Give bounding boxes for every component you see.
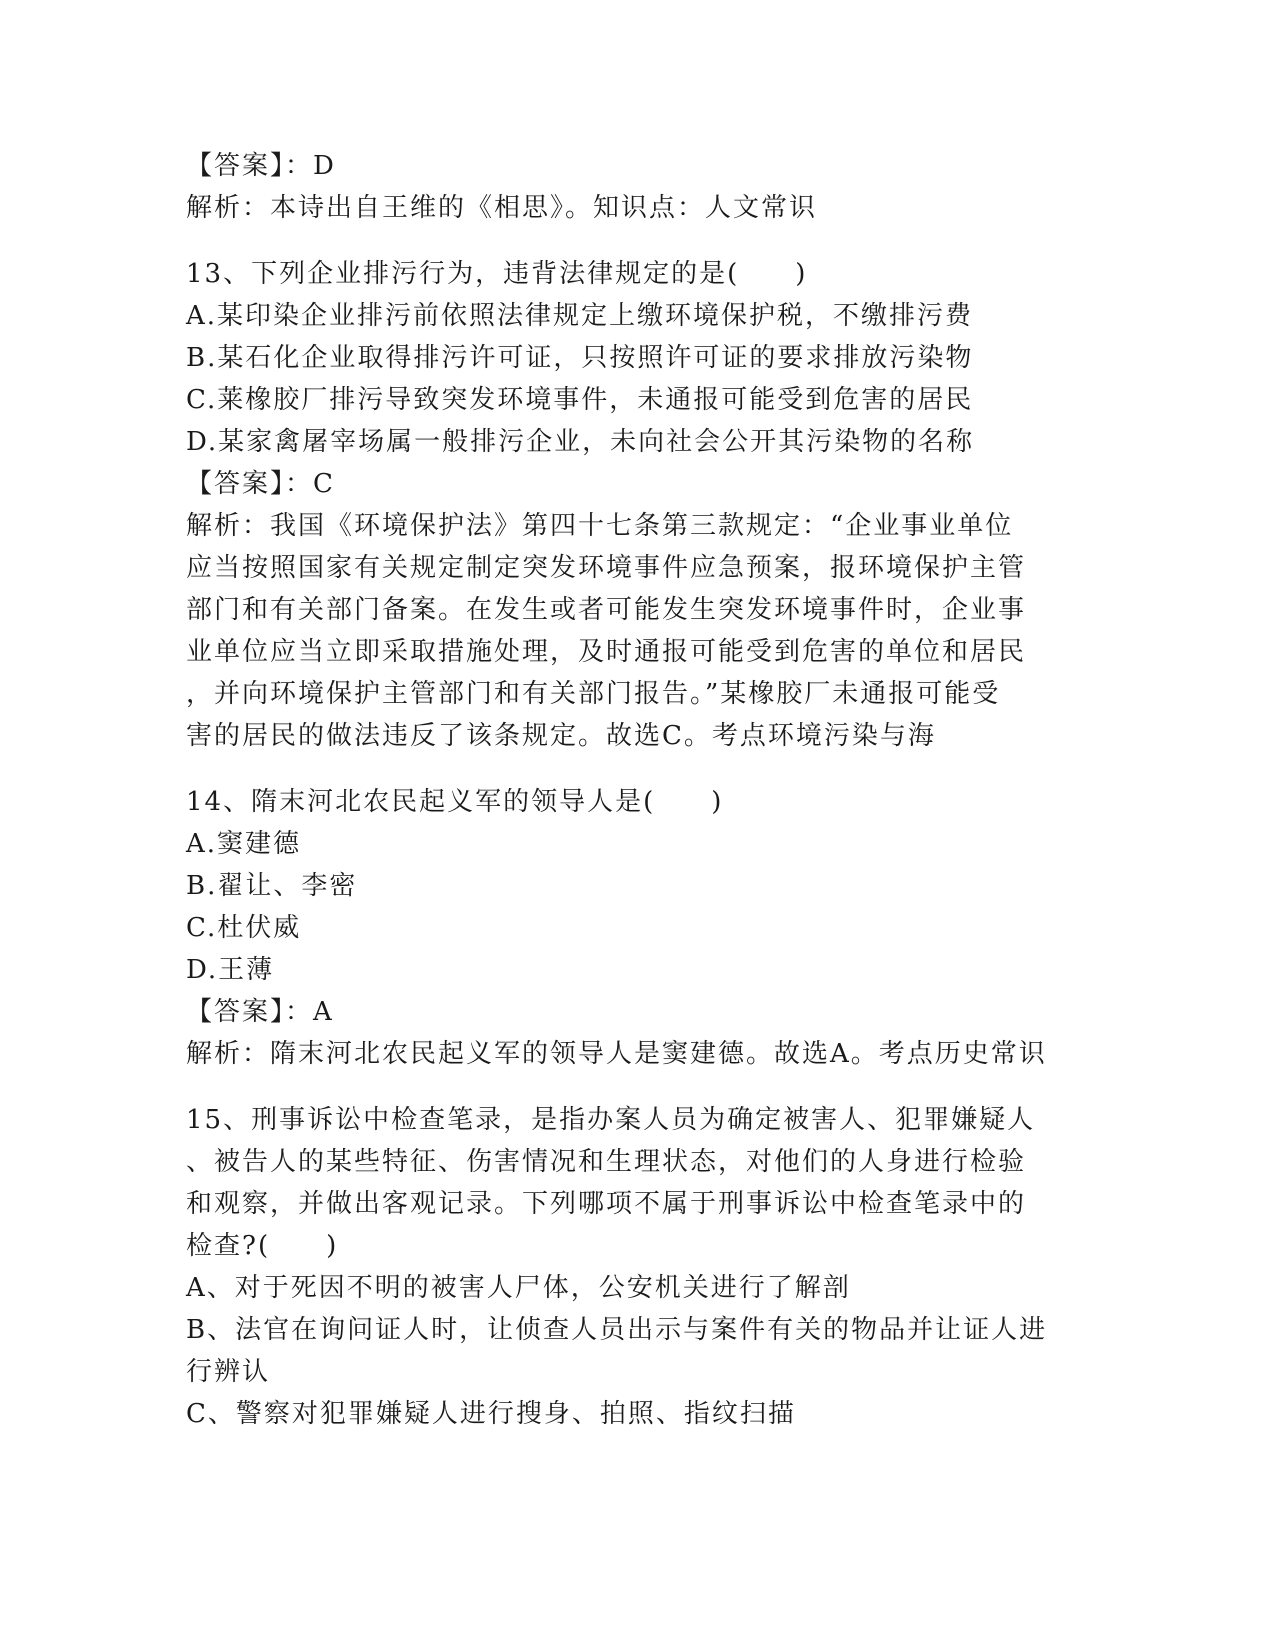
q14-analysis: 解析：隋末河北农民起义军的领导人是窦建德。故选A。考点历史常识 — [186, 1039, 1047, 1069]
q15-stem-line: 和观察，并做出客观记录。下列哪项不属于刑事诉讼中检查笔录中的 — [186, 1189, 1027, 1219]
spacer — [186, 757, 1086, 781]
q14-option-d: D.王薄 — [186, 955, 275, 985]
q12-answer: 【答案】：D — [186, 151, 336, 181]
document-content — [186, 145, 1086, 1435]
q14-option-a: A.窦建德 — [186, 829, 302, 859]
q13-option-c: C.莱橡胶厂排污导致突发环境事件，未通报可能受到危害的居民 — [186, 385, 974, 415]
q13-answer: 【答案】：C — [186, 469, 335, 499]
q13-analysis-line: ，并向环境保护主管部门和有关部门报告。”某橡胶厂未通报可能受 — [186, 679, 1001, 709]
q15-option-a: A、对于死因不明的被害人尸体，公安机关进行了解剖 — [186, 1273, 851, 1303]
q13-option-a: A.某印染企业排污前依照法律规定上缴环境保护税，不缴排污费 — [186, 301, 974, 331]
q14-answer: 【答案】：A — [186, 997, 334, 1027]
q15-option-b: B、法官在询问证人时，让侦查人员出示与案件有关的物品并让证人进 — [186, 1315, 1048, 1345]
spacer — [186, 1075, 1086, 1099]
q13-analysis-line: 解析：我国《环境保护法》第四十七条第三款规定：“企业事业单位 — [186, 511, 1014, 541]
q15-stem-line: 15、刑事诉讼中检查笔录，是指办案人员为确定被害人、犯罪嫌疑人 — [186, 1105, 1036, 1135]
q13-analysis-line: 应当按照国家有关规定制定突发环境事件应急预案，报环境保护主管 — [186, 553, 1027, 583]
q15-stem-line: 检查?( ) — [186, 1231, 339, 1261]
q15-option-c: C、警察对犯罪嫌疑人进行搜身、拍照、指纹扫描 — [186, 1399, 796, 1429]
q12-analysis: 解析：本诗出自王维的《相思》。知识点：人文常识 — [186, 193, 818, 223]
q13-analysis-line: 业单位应当立即采取措施处理，及时通报可能受到危害的单位和居民 — [186, 637, 1027, 667]
q14-option-c: C.杜伏威 — [186, 913, 302, 943]
q14-option-b: B.翟让、李密 — [186, 871, 358, 901]
q13-stem: 13、下列企业排污行为，违背法律规定的是( ) — [186, 259, 808, 289]
q13-analysis-line: 部门和有关部门备案。在发生或者可能发生突发环境事件时，企业事 — [186, 595, 1027, 625]
spacer — [186, 229, 1086, 253]
q14-stem: 14、隋末河北农民起义军的领导人是( ) — [186, 787, 724, 817]
q13-analysis-line: 害的居民的做法违反了该条规定。故选C。考点环境污染与海 — [186, 721, 936, 751]
q13-option-d: D.某家禽屠宰场属一般排污企业，未向社会公开其污染物的名称 — [186, 427, 975, 457]
q15-stem-line: 、被告人的某些特征、伤害情况和生理状态，对他们的人身进行检验 — [186, 1147, 1027, 1177]
q15-option-b-cont: 行辨认 — [186, 1357, 271, 1387]
q13-option-b: B.某石化企业取得排污许可证，只按照许可证的要求排放污染物 — [186, 343, 974, 373]
